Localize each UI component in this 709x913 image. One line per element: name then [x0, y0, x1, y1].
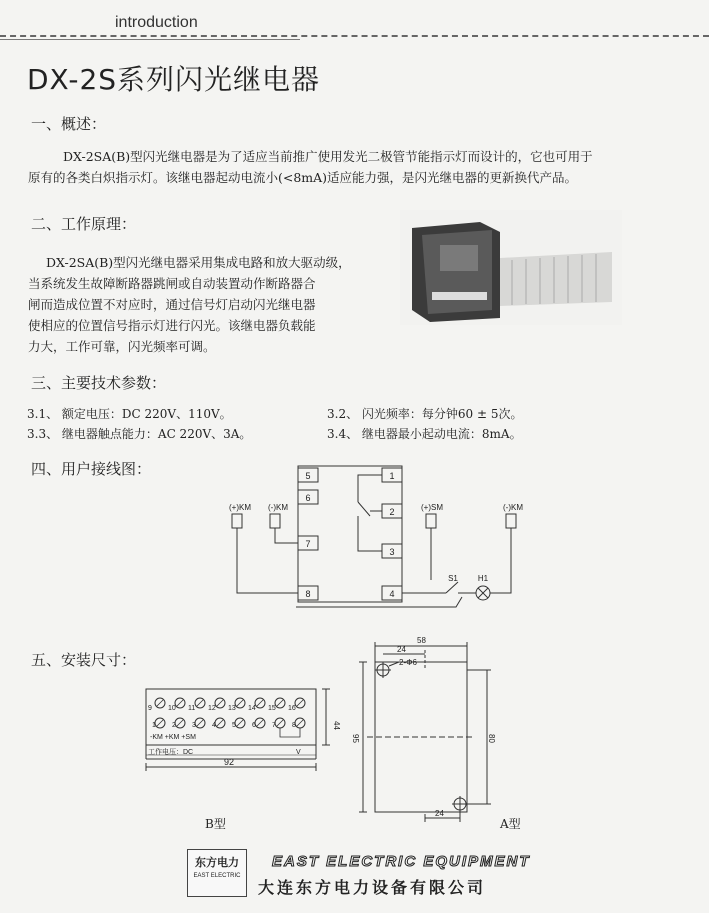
principle-line-2: 当系统发生故障断路器跳闸或自动装置动作断路器合 — [28, 276, 316, 291]
b-num-11: 11 — [188, 705, 196, 712]
header-rule — [0, 35, 709, 37]
spec-3-3: 3.3、 继电器触点能力：AC 220V、3A。 — [27, 427, 252, 441]
dimensions-heading: 五、安装尺寸： — [31, 651, 137, 669]
a-half: 24 — [397, 645, 406, 654]
a-width: 58 — [417, 636, 426, 645]
relay-photo — [400, 210, 622, 325]
a-type-caption: A型 — [500, 817, 521, 831]
b-num-6: 6 — [252, 722, 256, 729]
b-width: 92 — [224, 757, 235, 767]
label-psm: (+)SM — [421, 503, 443, 512]
principle-line-1: DX-2SA(B)型闪光继电器采用集成电路和放大驱动级， — [46, 255, 351, 270]
footer-english: EAST ELECTRIC EQUIPMENT — [272, 853, 531, 870]
label-h1: H1 — [477, 574, 489, 583]
b-num-4: 4 — [212, 722, 216, 729]
b-type-screws-bottom — [155, 718, 305, 728]
a-type-drawing — [351, 632, 525, 827]
b-type-caption: B型 — [205, 817, 226, 831]
label-nkm2: (-)KM — [503, 503, 523, 512]
overview-line-2: 原有的各类白炽指示灯。该继电器起动电流小(<8mA)适应能力强，是闪光继电器的更新换代产品。 — [28, 170, 578, 185]
principle-line-4: 使相应的位置信号指示灯进行闪光。该继电器负载能 — [28, 318, 316, 333]
header-rule-solid — [0, 39, 300, 40]
b-num-8: 8 — [292, 722, 296, 729]
spec-3-4: 3.4、 继电器最小起动电流：8mA。 — [327, 427, 522, 441]
terminal-7: 7 — [305, 539, 311, 549]
page-title: DX-2S系列闪光继电器 — [27, 63, 321, 96]
a-inner: 80 — [487, 734, 496, 743]
a-hole-label: 2-Φ6 — [399, 658, 417, 667]
terminal-8: 8 — [305, 589, 311, 599]
b-num-7: 7 — [272, 722, 276, 729]
b-num-12: 12 — [208, 705, 216, 712]
wiring-diagram — [220, 460, 530, 620]
specs-heading: 三、主要技术参数： — [31, 374, 167, 392]
switch-s1 — [446, 582, 458, 593]
principle-line-5: 力大，工作可靠，闪光频率可调。 — [28, 339, 216, 354]
b-num-1: 1 — [152, 722, 156, 729]
nkm1-box — [270, 514, 280, 528]
b-num-15: 15 — [268, 705, 276, 712]
b-pins: -KM +KM +SM — [150, 734, 196, 741]
nkm2-box — [506, 514, 516, 528]
label-nkm1: (-)KM — [268, 503, 288, 512]
label-pkm: (+)KM — [229, 503, 251, 512]
footer-chinese: 大连东方电力设备有限公司 — [258, 878, 487, 897]
relay-body — [298, 466, 402, 602]
spec-3-2: 3.2、 闪光频率：每分钟60 ± 5次。 — [327, 407, 523, 421]
principle-line-3: 闸而造成位置不对应时，通过信号灯启动闪光继电器 — [28, 297, 316, 312]
terminal-2: 2 — [389, 507, 395, 517]
terminal-1: 1 — [389, 471, 395, 481]
b-num-2: 2 — [172, 722, 176, 729]
psm-box — [426, 514, 436, 528]
logo-en: EAST ELECTRIC — [193, 873, 241, 879]
b-type-drawing — [138, 683, 341, 803]
a-bottom: 24 — [435, 809, 444, 818]
terminal-3: 3 — [389, 547, 395, 557]
label-s1: S1 — [448, 574, 458, 583]
b-voltage-unit: V — [296, 749, 301, 756]
terminal-5: 5 — [305, 471, 311, 481]
b-num-16: 16 — [288, 705, 296, 712]
b-voltage-label: 工作电压：DC — [148, 749, 194, 756]
overview-line-1: DX-2SA(B)型闪光继电器是为了适应当前推广使用发光二极管节能指示灯而设计的，它也可用于 — [63, 149, 593, 164]
company-logo — [187, 849, 247, 897]
header-tag: introduction — [115, 14, 198, 31]
b-num-13: 13 — [228, 705, 236, 712]
a-outer: 95 — [351, 734, 360, 743]
spec-3-1: 3.1、 额定电压：DC 220V、110V。 — [27, 407, 232, 421]
b-num-9: 9 — [148, 705, 152, 712]
b-num-3: 3 — [192, 722, 196, 729]
b-height: 44 — [332, 721, 341, 730]
principle-heading: 二、工作原理： — [31, 215, 137, 233]
overview-heading: 一、概述： — [31, 115, 107, 133]
b-num-10: 10 — [168, 705, 176, 712]
b-num-5: 5 — [232, 722, 236, 729]
terminal-6: 6 — [305, 493, 311, 503]
b-num-14: 14 — [248, 705, 256, 712]
terminal-4: 4 — [389, 589, 395, 599]
logo-cn: 东方电力 — [195, 856, 239, 869]
wiring-heading: 四、用户接线图： — [31, 460, 152, 478]
pkm-box — [232, 514, 242, 528]
